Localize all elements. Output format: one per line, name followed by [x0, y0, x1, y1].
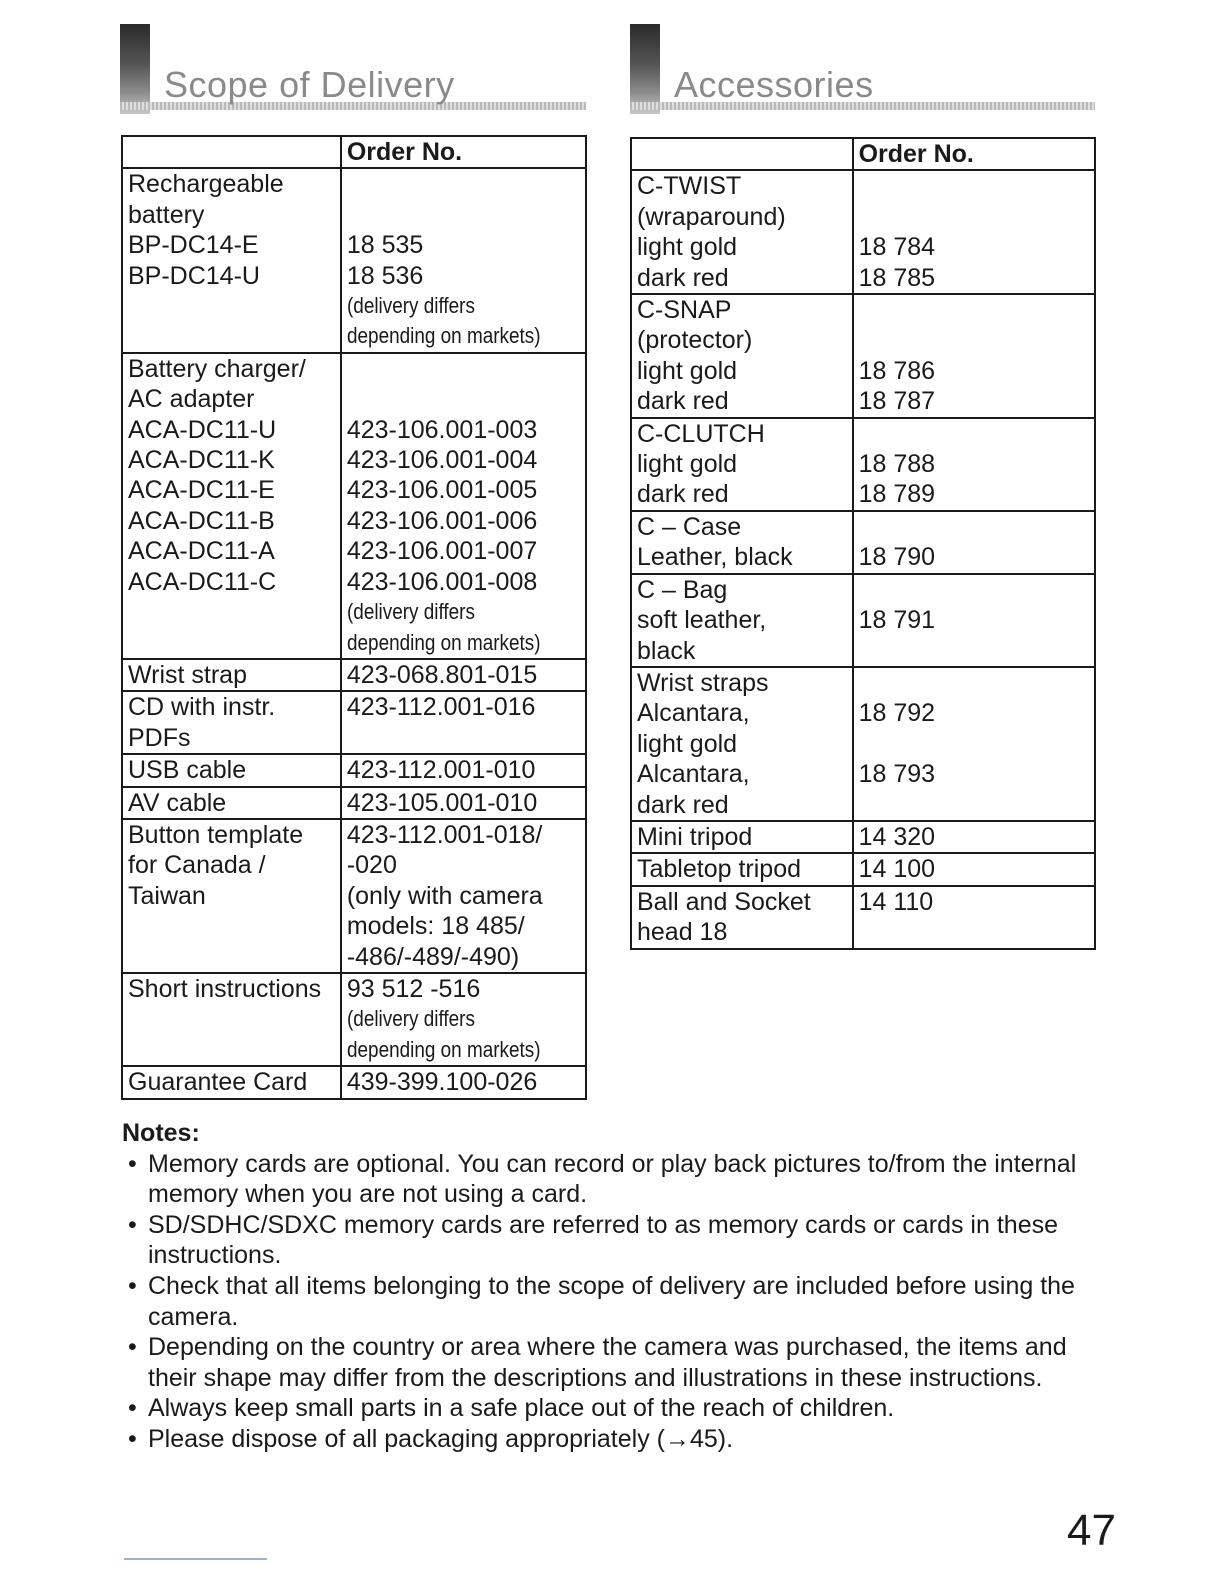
item-cell	[122, 754, 341, 786]
item-line: Alcantara,	[637, 699, 750, 728]
item-line: for Canada /	[128, 851, 266, 880]
table-row	[631, 511, 1095, 574]
order-cell	[853, 511, 1095, 574]
header-item-cell	[631, 138, 853, 170]
heading-bar	[630, 24, 660, 114]
item-cell	[122, 787, 341, 819]
order-number	[859, 202, 1094, 232]
item-cell	[122, 353, 341, 659]
order-cell	[341, 168, 586, 352]
order-cell	[341, 973, 586, 1066]
order-number	[859, 171, 1094, 201]
item-line: C-TWIST	[637, 172, 742, 201]
item-line: Battery charger/	[128, 354, 306, 383]
order-cell	[853, 170, 1095, 294]
order-number: 14 110	[858, 887, 934, 916]
item-cell	[122, 1066, 341, 1098]
note-item: • Memory cards are optional. You can record or play back pictures to/from the internal memory when you are not using a card.	[122, 1149, 1102, 1210]
item-cell	[631, 511, 853, 574]
scope-title: Scope of Delivery	[164, 64, 455, 105]
order-number	[859, 729, 1094, 759]
item-line: Mini tripod	[637, 822, 753, 851]
item-line: ACA-DC11-U	[128, 415, 277, 444]
order-cell	[853, 294, 1095, 418]
order-cell	[853, 667, 1095, 821]
notes-list	[122, 1149, 1102, 1455]
item-line: Leather, black	[637, 543, 793, 572]
accessories-table	[630, 137, 1096, 950]
order-number: 18 791	[858, 606, 936, 635]
item-cell	[631, 418, 853, 511]
item-line: Wrist strap	[128, 660, 247, 689]
item-line: battery	[128, 200, 205, 229]
item-line: USB cable	[128, 756, 247, 785]
order-number	[859, 636, 1094, 666]
order-number	[859, 575, 1094, 605]
scope-heading	[120, 24, 586, 114]
order-number	[859, 325, 1094, 355]
item-line: (wraparound)	[637, 202, 786, 231]
order-number: 423-106.001-005	[346, 476, 538, 505]
order-number	[859, 419, 1094, 449]
notes-section	[122, 1118, 1102, 1455]
order-cell	[853, 418, 1095, 511]
table-row	[122, 787, 586, 819]
item-line: Wrist straps	[637, 668, 769, 697]
item-line: AC adapter	[128, 385, 255, 414]
order-number: 423-112.001-016	[346, 693, 536, 722]
item-line: dark red	[637, 480, 729, 509]
order-number: 18 790	[858, 543, 936, 572]
order-number: (only with camera	[346, 881, 543, 910]
accessories-heading	[630, 24, 1095, 114]
item-line: ACA-DC11-C	[128, 567, 277, 596]
item-line: PDFs	[128, 723, 191, 752]
item-line: BP-DC14-E	[128, 231, 259, 260]
order-number	[859, 295, 1094, 325]
order-number	[347, 169, 585, 199]
item-line: light gold	[637, 356, 738, 385]
item-cell	[122, 659, 341, 691]
item-cell	[631, 170, 853, 294]
order-number: 423-106.001-003	[346, 415, 538, 444]
order-number	[859, 668, 1094, 698]
table-row	[631, 821, 1095, 853]
item-line: C-SNAP	[637, 296, 732, 325]
item-line: Ball and Socket	[637, 887, 811, 916]
delivery-note: depending on markets)	[346, 629, 541, 655]
item-line: ACA-DC11-E	[128, 476, 275, 505]
delivery-note: (delivery differs	[346, 1006, 475, 1032]
order-number: 18 787	[858, 387, 936, 416]
item-cell	[631, 853, 853, 885]
header-order-cell: Order No.	[853, 138, 1095, 170]
order-cell	[341, 787, 586, 819]
order-number	[859, 512, 1094, 542]
table-row	[122, 659, 586, 691]
order-cell	[341, 819, 586, 973]
order-cell	[853, 886, 1095, 949]
item-line: dark red	[637, 263, 729, 292]
item-line: BP-DC14-U	[128, 261, 260, 290]
item-line: Button template	[128, 820, 304, 849]
order-number: 18 788	[858, 450, 936, 479]
table-row	[122, 168, 586, 352]
table-header-row	[631, 138, 1095, 170]
order-number: -020	[346, 851, 397, 880]
item-cell	[122, 168, 341, 352]
order-number: 18 784	[858, 233, 936, 262]
order-cell	[853, 853, 1095, 885]
table-row	[631, 886, 1095, 949]
item-line: Rechargeable	[128, 170, 284, 199]
order-number: 423-106.001-006	[346, 506, 538, 535]
item-line: C-CLUTCH	[637, 419, 765, 448]
table-row	[122, 1066, 586, 1098]
item-cell	[122, 973, 341, 1066]
item-cell	[631, 574, 853, 667]
note-item: • Please dispose of all packaging appropriately (→45).	[122, 1424, 1102, 1455]
item-line: light gold	[637, 729, 738, 758]
order-number: 439-399.100-026	[346, 1068, 538, 1097]
item-line: (protector)	[637, 326, 753, 355]
table-row	[631, 418, 1095, 511]
item-line: Guarantee Card	[128, 1068, 308, 1097]
item-cell	[631, 667, 853, 821]
item-line: ACA-DC11-A	[128, 537, 275, 566]
item-cell	[631, 886, 853, 949]
order-number	[347, 200, 585, 230]
table-row	[631, 853, 1095, 885]
item-line: ACA-DC11-K	[128, 446, 275, 475]
table-row	[122, 819, 586, 973]
item-line: light gold	[637, 233, 738, 262]
table-row	[122, 973, 586, 1066]
item-line: Alcantara,	[637, 760, 750, 789]
table-header-row	[122, 136, 586, 168]
order-number: -486/-489/-490)	[346, 942, 520, 971]
table-row	[631, 667, 1095, 821]
order-number: 423-106.001-007	[346, 537, 538, 566]
order-number: 18 536	[346, 261, 424, 290]
item-line: AV cable	[128, 788, 227, 817]
order-number: 18 789	[858, 480, 936, 509]
order-number	[859, 790, 1094, 820]
delivery-note: depending on markets)	[346, 323, 541, 349]
heading-bar	[120, 24, 150, 114]
order-number: 18 786	[858, 356, 936, 385]
order-number: 423-112.001-018/	[346, 820, 543, 849]
item-line: CD with instr.	[128, 693, 276, 722]
order-cell	[341, 1066, 586, 1098]
item-cell	[631, 294, 853, 418]
item-cell	[122, 819, 341, 973]
item-line: C – Case	[637, 512, 742, 541]
item-line: light gold	[637, 450, 738, 479]
item-line: Tabletop tripod	[637, 855, 802, 884]
note-item: • Check that all items belonging to the scope of delivery are included before using the camera.	[122, 1271, 1102, 1332]
order-number: 423-112.001-010	[346, 756, 536, 785]
order-number	[859, 917, 1094, 947]
table-row	[631, 574, 1095, 667]
order-number: models: 18 485/	[346, 912, 525, 941]
delivery-note: (delivery differs	[346, 599, 475, 625]
table-row	[631, 294, 1095, 418]
order-number: 423-068.801-015	[346, 660, 538, 689]
item-line: dark red	[637, 387, 729, 416]
order-number: 18 792	[858, 699, 936, 728]
scope-table	[121, 135, 587, 1100]
order-cell	[341, 659, 586, 691]
accessories-title: Accessories	[674, 64, 874, 105]
table-row	[122, 754, 586, 786]
order-number: 423-106.001-004	[346, 446, 538, 475]
note-item: • SD/SDHC/SDXC memory cards are referred to as memory cards or cards in these instructions.	[122, 1210, 1102, 1271]
order-number: 14 320	[858, 822, 936, 851]
footer-line	[124, 1558, 267, 1560]
delivery-note: depending on markets)	[346, 1036, 541, 1062]
notes-title: Notes:	[122, 1119, 200, 1147]
header-item-cell	[122, 136, 341, 168]
item-line: Short instructions	[128, 974, 322, 1003]
order-number: 18 785	[858, 263, 936, 292]
order-cell	[341, 691, 586, 754]
item-line: black	[637, 636, 696, 665]
table-row	[631, 170, 1095, 294]
item-line: dark red	[637, 790, 729, 819]
order-number: 18 535	[346, 231, 424, 260]
item-cell	[631, 821, 853, 853]
note-item: • Always keep small parts in a safe place out of the reach of children.	[122, 1393, 1102, 1424]
table-row	[122, 691, 586, 754]
item-line: Taiwan	[128, 881, 206, 910]
item-line: ACA-DC11-B	[128, 506, 275, 535]
item-line: C – Bag	[637, 575, 728, 604]
order-number: 18 793	[858, 760, 936, 789]
order-number	[347, 384, 585, 414]
order-cell	[853, 821, 1095, 853]
item-line: head 18	[637, 918, 728, 947]
item-cell	[122, 691, 341, 754]
order-number	[347, 354, 585, 384]
order-cell	[341, 353, 586, 659]
order-number: 14 100	[858, 855, 936, 884]
order-number: 423-106.001-008	[346, 567, 538, 596]
page-number: 47	[1067, 1506, 1116, 1555]
header-order-cell: Order No.	[341, 136, 586, 168]
order-cell	[853, 574, 1095, 667]
order-number: 93 512 -516	[346, 974, 481, 1003]
delivery-note: (delivery differs	[346, 293, 475, 319]
note-item: • Depending on the country or area where the camera was purchased, the items and their shape may differ from the descriptions and illustrations in these instructions.	[122, 1332, 1102, 1393]
order-cell	[341, 754, 586, 786]
order-number: 423-105.001-010	[346, 788, 538, 817]
table-row	[122, 353, 586, 659]
item-line: soft leather,	[637, 606, 767, 635]
